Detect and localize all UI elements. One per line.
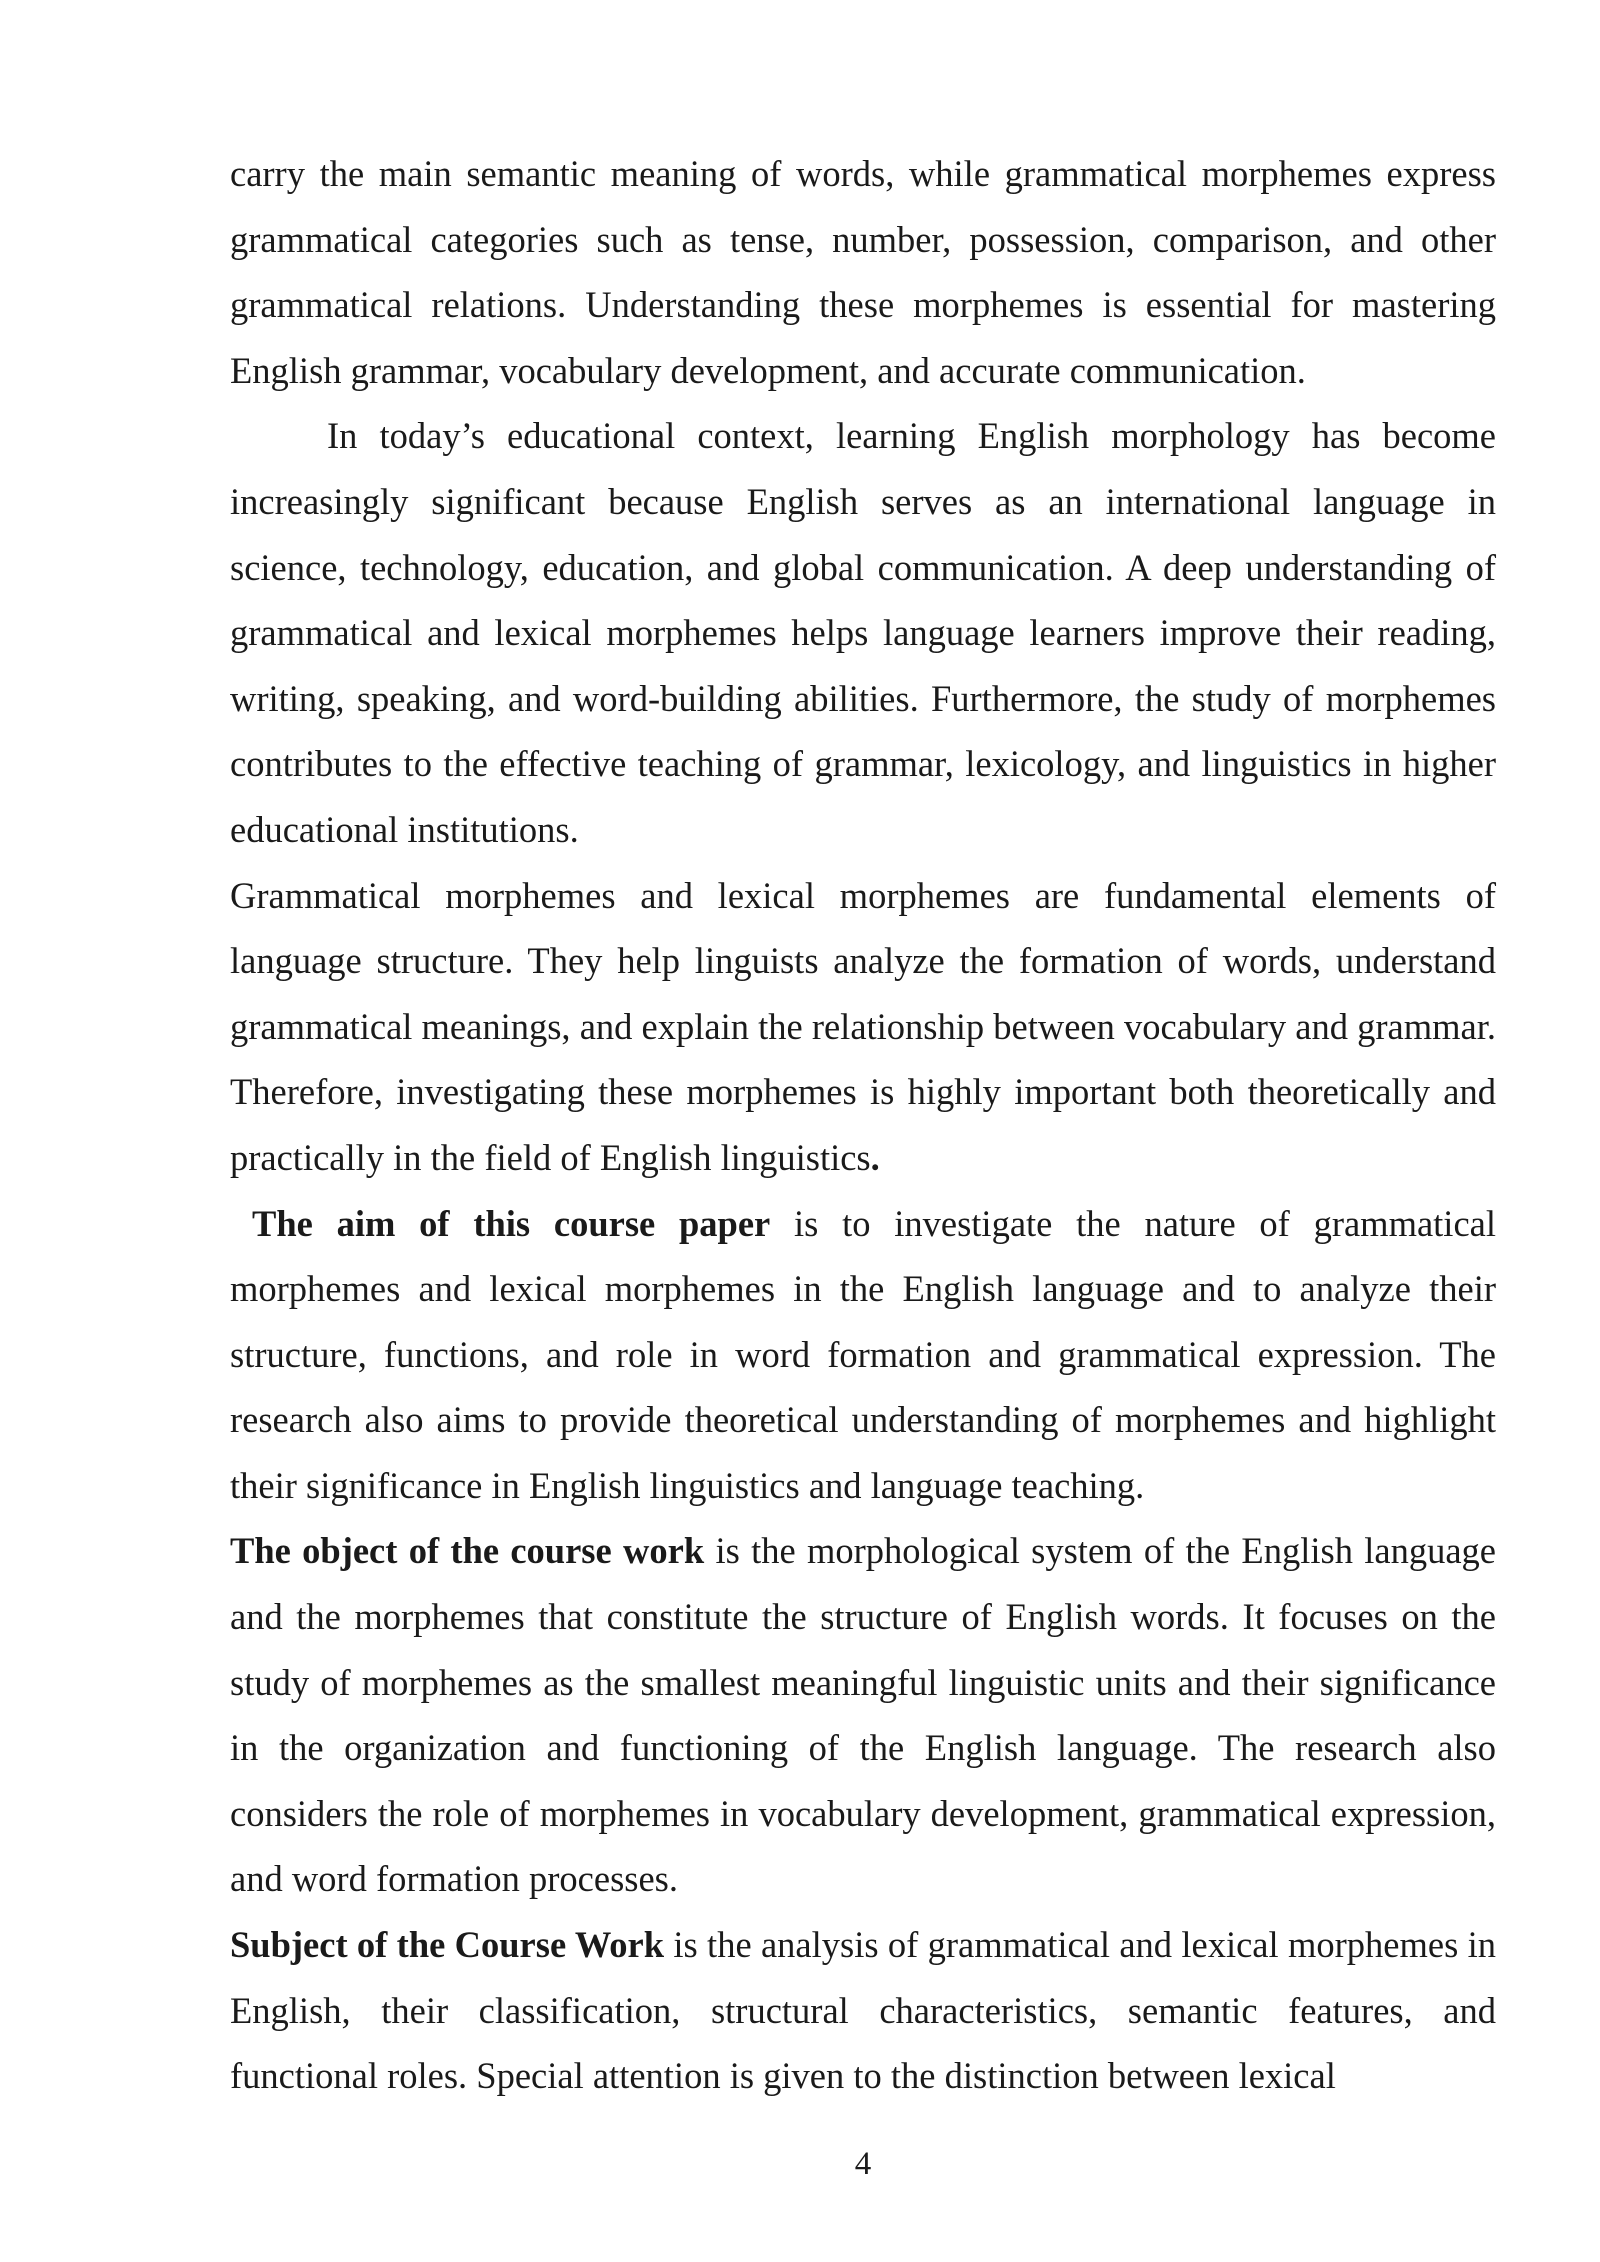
subject-heading: Subject of the Course Work — [230, 1924, 665, 1966]
paragraph-text: is the morphological system of the English language and the morphemes that constitute the structure of English words. It focuses on the study of morphemes as the smallest meaningful linguistic units and their significance in the organization and functioning of the English language. The research also considers the role of morphemes in vocabulary development, grammatical expression, and word formation processes. — [230, 1530, 1497, 1900]
object-heading: The object of the course work — [230, 1530, 705, 1572]
paragraph-subject — [230, 1912, 1496, 2109]
paragraph-continuation — [230, 141, 1496, 403]
aim-heading: The aim of this course paper — [252, 1202, 771, 1244]
paragraph-text: is the analysis of grammatical and lexical morphemes in English, their classification, structural characteristics, semantic features, and functional roles. Special attention is given to the distinction between lexical — [230, 1924, 1496, 2097]
paragraph-educational-context — [230, 403, 1496, 862]
page-body — [230, 141, 1496, 2109]
paragraph-text: is to investigate the nature of grammatical morphemes and lexical morphemes in the English language and to analyze their structure, functions, and role in word formation and grammatical expression. The research also aims to provide theoretical understanding of morphemes and highlight their significance in English linguistics and language teaching. — [230, 1202, 1496, 1506]
paragraph-object — [230, 1518, 1496, 1912]
bold-period: . — [870, 1136, 880, 1178]
paragraph-text: In today’s educational context, learning English morphology has become increasingly significant because English serves as an international language in science, technology, education, and global communication. A deep understanding of grammatical and lexical morphemes helps language learners improve their reading, writing, speaking, and word-building abilities. Furthermore, the study of morphemes contributes to the effective teaching of grammar, lexicology, and linguistics in higher educational institutions. — [230, 415, 1496, 850]
page-number: 4 — [854, 2146, 872, 2182]
paragraph-text: Grammatical morphemes and lexical morphemes are fundamental elements of language structure. They help linguists analyze the formation of words, understand grammatical meanings, and explain the relationship between vocabulary and grammar. Therefore, investigating these morphemes is highly important both theoretically and practically in the field of English linguistics — [230, 874, 1496, 1178]
paragraph-fundamental-elements — [230, 863, 1496, 1191]
paragraph-text: carry the main semantic meaning of words, while grammatical morphemes express grammatical categories such as tense, number, possession, comparison, and other grammatical relations. Understanding these morphemes is essential for mastering English grammar, vocabulary development, and accurate communication. — [230, 153, 1496, 391]
paragraph-aim — [230, 1191, 1496, 1519]
